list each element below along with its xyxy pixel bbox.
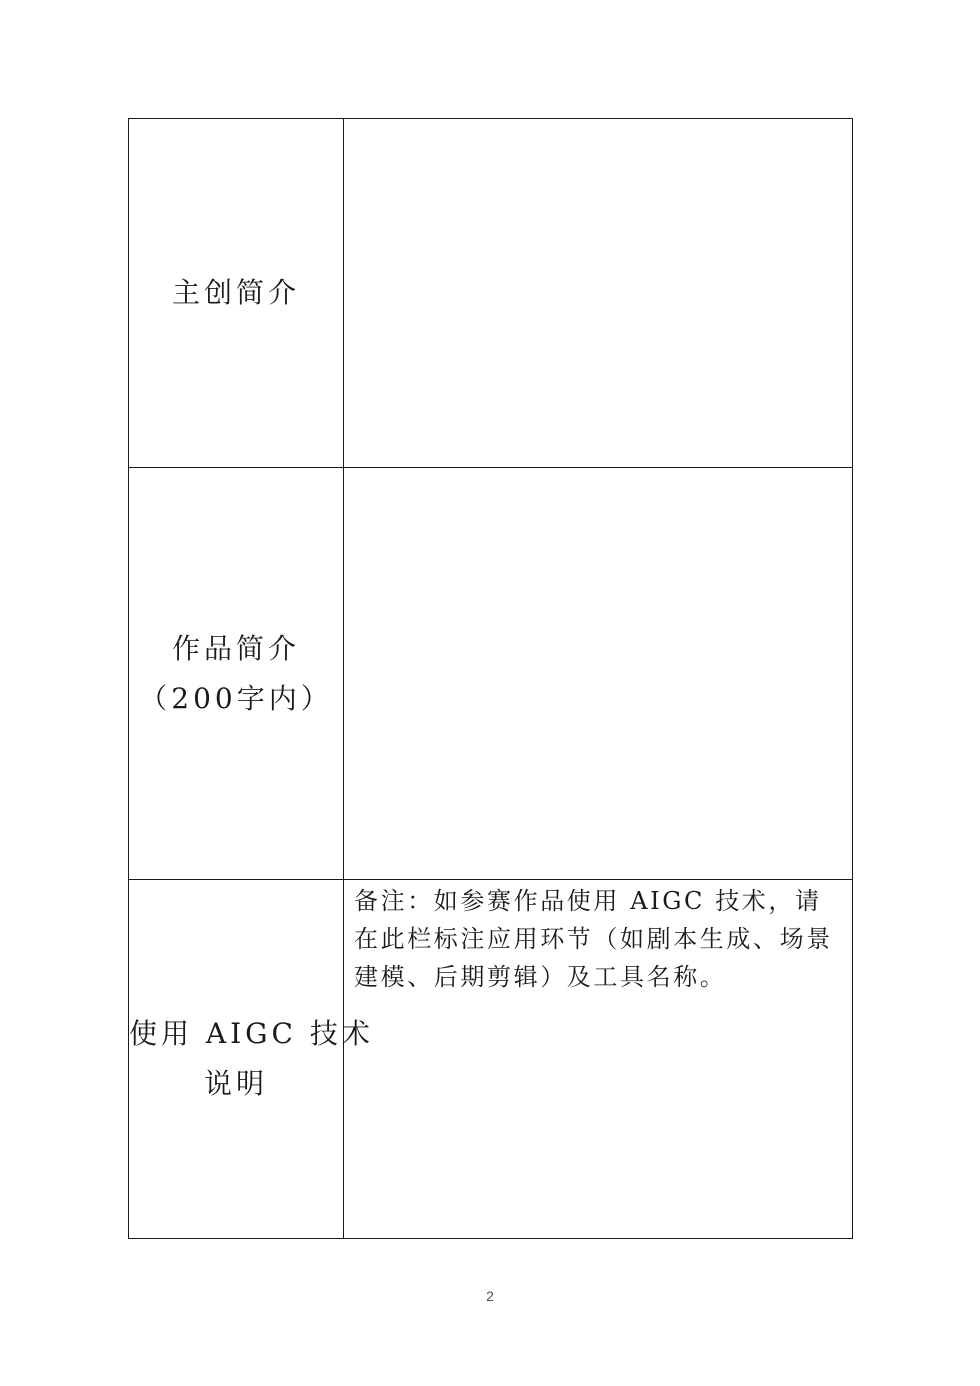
aigc-note-text: 备注：如参赛作品使用 AIGC 技术，请在此栏标注应用环节（如剧本生成、场景建模、后期剪辑）及工具名称。 — [354, 887, 833, 991]
page-number: 2 — [486, 1288, 494, 1304]
label-cell-aigc-usage — [129, 880, 374, 1239]
creator-intro-field[interactable] — [344, 119, 853, 468]
label-work-intro: 作品简介 — [171, 631, 300, 665]
label-cell-work-intro — [129, 468, 344, 880]
work-intro-field[interactable] — [344, 468, 853, 880]
application-form-table — [128, 118, 853, 1239]
aigc-usage-field[interactable] — [344, 880, 853, 1239]
form-row-aigc-usage — [129, 880, 853, 1239]
form-row-creator-intro — [129, 119, 853, 468]
label-aigc-usage: 使用 AIGC 技术 — [129, 1017, 374, 1050]
label-aigc-usage-2: 说明 — [203, 1067, 268, 1100]
label-cell-creator-intro — [129, 119, 344, 468]
label-work-intro-limit: （200字内） — [139, 681, 333, 715]
form-row-work-intro — [129, 468, 853, 880]
label-creator-intro: 主创简介 — [171, 276, 300, 309]
